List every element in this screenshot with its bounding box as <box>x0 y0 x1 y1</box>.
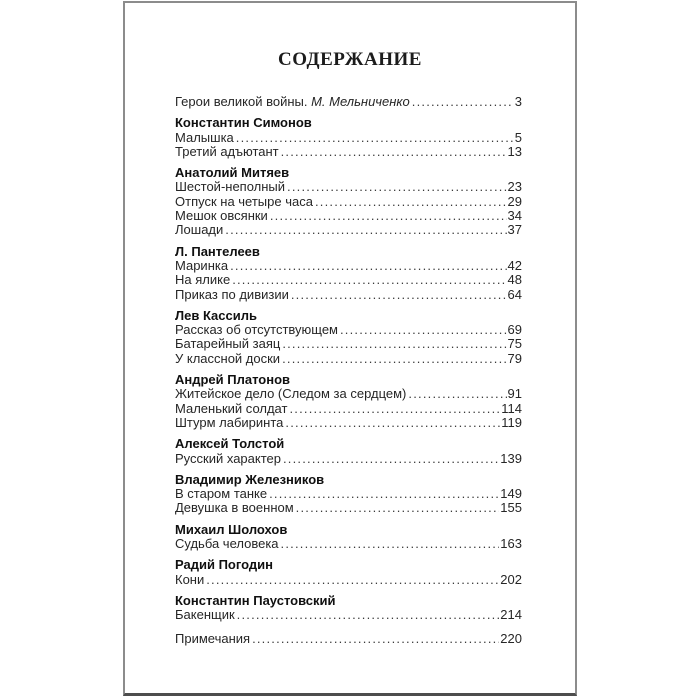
entry-title: На ялике <box>175 272 231 288</box>
author-name: Л. Пантелеев <box>175 243 260 259</box>
entry-page-number: 23 <box>507 179 522 195</box>
author-name: Радий Погодин <box>175 557 273 573</box>
dot-leader <box>230 259 506 273</box>
entry-title: Кони <box>175 571 205 587</box>
toc-entry <box>175 259 522 273</box>
entry-page-number: 64 <box>507 286 522 302</box>
toc-section <box>175 594 522 623</box>
toc-entry <box>175 608 522 622</box>
dot-leader <box>315 195 507 209</box>
toc-entry <box>175 416 522 430</box>
dot-leader <box>269 487 499 501</box>
author-name: Лев Кассиль <box>175 307 257 323</box>
entry-title: Лошади <box>175 222 224 238</box>
entry-title: У классной доски <box>175 350 281 366</box>
entry-page-number: 69 <box>507 322 522 338</box>
toc-entry <box>175 180 522 194</box>
dot-leader <box>270 209 507 223</box>
entry-page-number: 91 <box>507 386 522 402</box>
entry-title: Бакенщик <box>175 607 235 623</box>
toc-section <box>175 373 522 430</box>
entry-title: Примечания <box>175 630 251 646</box>
toc-entry <box>175 387 522 401</box>
toc-entry <box>175 452 522 466</box>
dot-leader <box>296 501 500 515</box>
toc-section <box>175 116 522 159</box>
author-name: Константин Симонов <box>175 115 312 131</box>
dot-leader <box>289 402 500 416</box>
toc-entry <box>175 273 522 287</box>
toc-entry <box>175 573 522 587</box>
entry-title: В старом танке <box>175 486 268 502</box>
entry-title: Маринка <box>175 257 229 273</box>
toc-entry-appendix <box>175 632 522 646</box>
entry-title: Судьба человека <box>175 536 279 552</box>
entry-page-number: 155 <box>500 500 522 516</box>
entry-page-number: 214 <box>500 607 522 623</box>
dot-leader <box>283 452 499 466</box>
dot-leader <box>408 387 506 401</box>
author-name: Владимир Железников <box>175 471 325 487</box>
entry-page-number: 75 <box>507 336 522 352</box>
entry-title: Приказ по дивизии <box>175 286 289 302</box>
dot-leader <box>281 145 507 159</box>
dot-leader <box>206 573 499 587</box>
dot-leader <box>291 288 507 302</box>
toc-section <box>175 523 522 552</box>
preface-label: Герои великой войны. <box>175 94 312 109</box>
toc-section <box>175 166 522 237</box>
entry-page-number: 5 <box>514 129 522 145</box>
page-title: СОДЕРЖАНИЕ <box>278 49 422 70</box>
entry-title: Маленький солдат <box>175 400 288 416</box>
dot-leader <box>225 223 506 237</box>
dot-leader <box>236 131 514 145</box>
preface-author-italic: М. Мельниченко <box>311 94 410 109</box>
entry-page-number: 29 <box>507 193 522 209</box>
toc-section <box>175 473 522 516</box>
entry-page-number: 48 <box>507 272 522 288</box>
entry-page-number: 163 <box>500 536 522 552</box>
entry-title: Батарейный заяц <box>175 336 281 352</box>
toc-entry <box>175 288 522 302</box>
toc-section <box>175 309 522 366</box>
author-name: Анатолий Митяев <box>175 165 290 181</box>
toc-section <box>175 437 522 466</box>
author-name: Андрей Платонов <box>175 372 291 388</box>
entry-page-number: 114 <box>501 400 522 416</box>
dot-leader <box>252 632 499 646</box>
entry-title: Отпуск на четыре часа <box>175 193 313 209</box>
dot-leader <box>237 608 500 622</box>
entry-title: Малышка <box>175 129 234 145</box>
entry-page-number: 149 <box>500 486 522 502</box>
entry-title: Штурм лабиринта <box>175 414 284 430</box>
entry-title <box>175 95 410 109</box>
entry-page-number: 42 <box>507 257 522 273</box>
toc-entry <box>175 487 522 501</box>
toc-entry <box>175 402 522 416</box>
entry-title: Житейское дело (Следом за сердцем) <box>175 386 407 402</box>
toc-list <box>175 95 522 646</box>
entry-page-number: 34 <box>507 208 522 224</box>
toc-sections <box>175 116 522 622</box>
toc-entry <box>175 209 522 223</box>
entry-page-number: 119 <box>501 414 522 430</box>
entry-page-number: 79 <box>507 350 522 366</box>
toc-entry <box>175 337 522 351</box>
entry-title: Мешок овсянки <box>175 208 268 224</box>
entry-title: Рассказ об отсутствующем <box>175 322 338 338</box>
toc-entry-preface <box>175 95 522 109</box>
toc-entry <box>175 131 522 145</box>
author-name: Михаил Шолохов <box>175 521 288 537</box>
toc-entry <box>175 323 522 337</box>
toc-entry <box>175 537 522 551</box>
entry-page-number: 37 <box>507 222 522 238</box>
toc-entry <box>175 352 522 366</box>
entry-page-number: 3 <box>514 94 522 109</box>
toc-entry <box>175 223 522 237</box>
dot-leader <box>412 95 514 109</box>
dot-leader <box>287 180 506 194</box>
dot-leader <box>285 416 500 430</box>
entry-page-number: 220 <box>500 630 522 646</box>
dot-leader <box>281 537 500 551</box>
book-page <box>123 1 577 696</box>
author-name: Константин Паустовский <box>175 592 336 608</box>
entry-page-number: 202 <box>500 571 522 587</box>
entry-title: Третий адъютант <box>175 143 279 159</box>
dot-leader <box>340 323 507 337</box>
dot-leader <box>282 352 506 366</box>
dot-leader <box>282 337 506 351</box>
author-name: Алексей Толстой <box>175 436 285 452</box>
toc-entry <box>175 501 522 515</box>
toc-section <box>175 558 522 587</box>
entry-title: Девушка в военном <box>175 500 294 516</box>
dot-leader <box>232 273 506 287</box>
entry-title: Шестой-неполный <box>175 179 286 195</box>
toc-entry <box>175 195 522 209</box>
entry-page-number: 13 <box>507 143 522 159</box>
toc-entry <box>175 145 522 159</box>
toc-section <box>175 245 522 302</box>
entry-page-number: 139 <box>500 450 522 466</box>
entry-title: Русский характер <box>175 450 281 466</box>
